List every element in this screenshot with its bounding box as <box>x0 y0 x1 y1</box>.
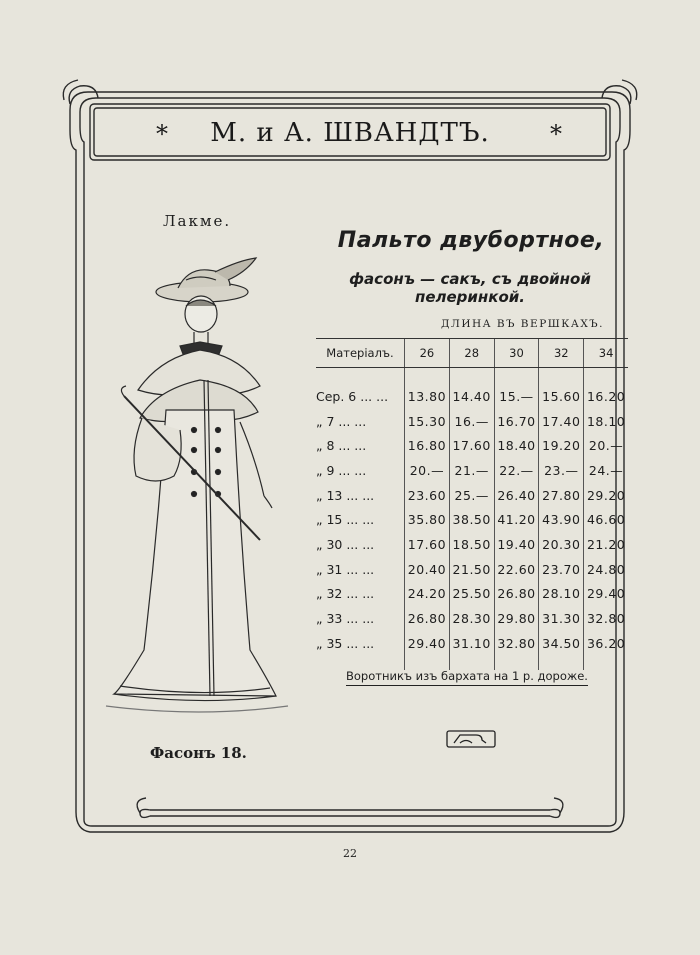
table-row <box>316 458 628 483</box>
price-cell: 29.80 <box>494 606 539 631</box>
material-cell: „ 13 ... ... <box>316 487 375 503</box>
price-cell: 25.50 <box>449 582 494 607</box>
price-cell: 34.50 <box>539 631 584 656</box>
table-row <box>316 384 628 409</box>
price-cell: 15.— <box>494 384 539 409</box>
price-cell: 46.60 <box>584 507 628 532</box>
price-cell: 16.— <box>449 409 494 434</box>
price-cell: 28.30 <box>449 606 494 631</box>
price-cell: 24.80 <box>584 557 628 582</box>
material-cell: „ 32 ... ... <box>316 586 375 602</box>
price-cell: 21.50 <box>449 557 494 582</box>
price-cell: 32.80 <box>494 631 539 656</box>
price-cell: 26.80 <box>405 606 450 631</box>
price-cell: 17.40 <box>539 409 584 434</box>
publisher-title: М. и А. ШВАНДТЪ. <box>210 118 490 148</box>
table-row <box>316 532 628 557</box>
price-cell: 24.20 <box>405 582 450 607</box>
material-column-header: Матеріалъ. <box>316 339 405 368</box>
length-column-header: 34 <box>584 339 628 368</box>
price-cell: 25.— <box>449 483 494 508</box>
page-number: 22 <box>343 847 357 860</box>
price-cell: 16.80 <box>405 433 450 458</box>
lady-in-coat-engraving-icon <box>100 250 300 720</box>
price-cell: 18.50 <box>449 532 494 557</box>
header-star-left: * <box>156 120 168 148</box>
price-cell: 22.— <box>494 458 539 483</box>
price-cell: 43.90 <box>539 507 584 532</box>
style-number: Фасонъ 18. <box>150 744 247 762</box>
product-title: Пальто двубортное, <box>337 228 605 253</box>
price-table-header-row <box>316 339 628 368</box>
price-cell: 20.40 <box>405 557 450 582</box>
price-cell: 19.40 <box>494 532 539 557</box>
price-cell: 26.40 <box>494 483 539 508</box>
price-cell: 31.30 <box>539 606 584 631</box>
price-cell: 31.10 <box>449 631 494 656</box>
price-cell: 29.20 <box>584 483 628 508</box>
price-cell: 18.10 <box>584 409 628 434</box>
price-cell: 28.10 <box>539 582 584 607</box>
table-row <box>316 631 628 656</box>
material-cell: „ 15 ... ... <box>316 512 375 528</box>
price-cell: 41.20 <box>494 507 539 532</box>
price-table <box>316 338 628 670</box>
price-cell: 21.— <box>449 458 494 483</box>
price-cell: 36.20 <box>584 631 628 656</box>
price-cell: 22.60 <box>494 557 539 582</box>
material-cell: „ 9 ... ... <box>316 462 367 478</box>
table-row <box>316 606 628 631</box>
price-cell: 17.60 <box>405 532 450 557</box>
price-cell: 23.— <box>539 458 584 483</box>
length-group-header: ДЛИНА ВЪ ВЕРШКАХЪ. <box>441 318 604 330</box>
price-cell: 14.40 <box>449 384 494 409</box>
price-cell: 29.40 <box>405 631 450 656</box>
price-cell: 38.50 <box>449 507 494 532</box>
length-column-header: 30 <box>494 339 539 368</box>
model-name: Лакме. <box>163 212 232 230</box>
table-row <box>316 557 628 582</box>
price-cell: 23.70 <box>539 557 584 582</box>
price-cell: 24.— <box>584 458 628 483</box>
price-cell: 16.70 <box>494 409 539 434</box>
material-cell: „ 8 ... ... <box>316 438 367 454</box>
product-subtitle: фасонъ — сакъ, съ двойной пелеринкой. <box>349 270 591 306</box>
price-cell: 26.80 <box>494 582 539 607</box>
price-cell: 23.60 <box>405 483 450 508</box>
price-cell: 32.80 <box>584 606 628 631</box>
table-row <box>316 582 628 607</box>
price-cell: 18.40 <box>494 433 539 458</box>
price-cell: 16.20 <box>584 384 628 409</box>
price-cell: 21.20 <box>584 532 628 557</box>
material-cell: „ 35 ... ... <box>316 635 375 651</box>
material-cell: „ 30 ... ... <box>316 536 375 552</box>
price-cell: 15.60 <box>539 384 584 409</box>
price-cell: 13.80 <box>405 384 450 409</box>
price-cell: 17.60 <box>449 433 494 458</box>
price-cell: 35.80 <box>405 507 450 532</box>
price-cell: 29.40 <box>584 582 628 607</box>
price-cell: 20.30 <box>539 532 584 557</box>
price-cell: 20.— <box>584 433 628 458</box>
table-row <box>316 483 628 508</box>
table-row <box>316 433 628 458</box>
table-row <box>316 507 628 532</box>
material-cell: „ 7 ... ... <box>316 413 367 429</box>
price-cell: 20.— <box>405 458 450 483</box>
publisher-logo-mark-icon <box>446 730 496 748</box>
price-table-body <box>316 368 628 670</box>
price-cell: 15.30 <box>405 409 450 434</box>
material-cell: „ 31 ... ... <box>316 561 375 577</box>
price-cell: 27.80 <box>539 483 584 508</box>
length-column-header: 26 <box>405 339 450 368</box>
length-column-header: 32 <box>539 339 584 368</box>
header-star-right: * <box>550 120 562 148</box>
material-cell: „ 33 ... ... <box>316 611 375 627</box>
table-row <box>316 409 628 434</box>
length-column-header: 28 <box>449 339 494 368</box>
price-cell: 19.20 <box>539 433 584 458</box>
material-cell: Сер. 6 ... ... <box>316 388 389 404</box>
velvet-collar-note: Воротникъ изъ бархата на 1 р. дороже. <box>346 669 588 686</box>
